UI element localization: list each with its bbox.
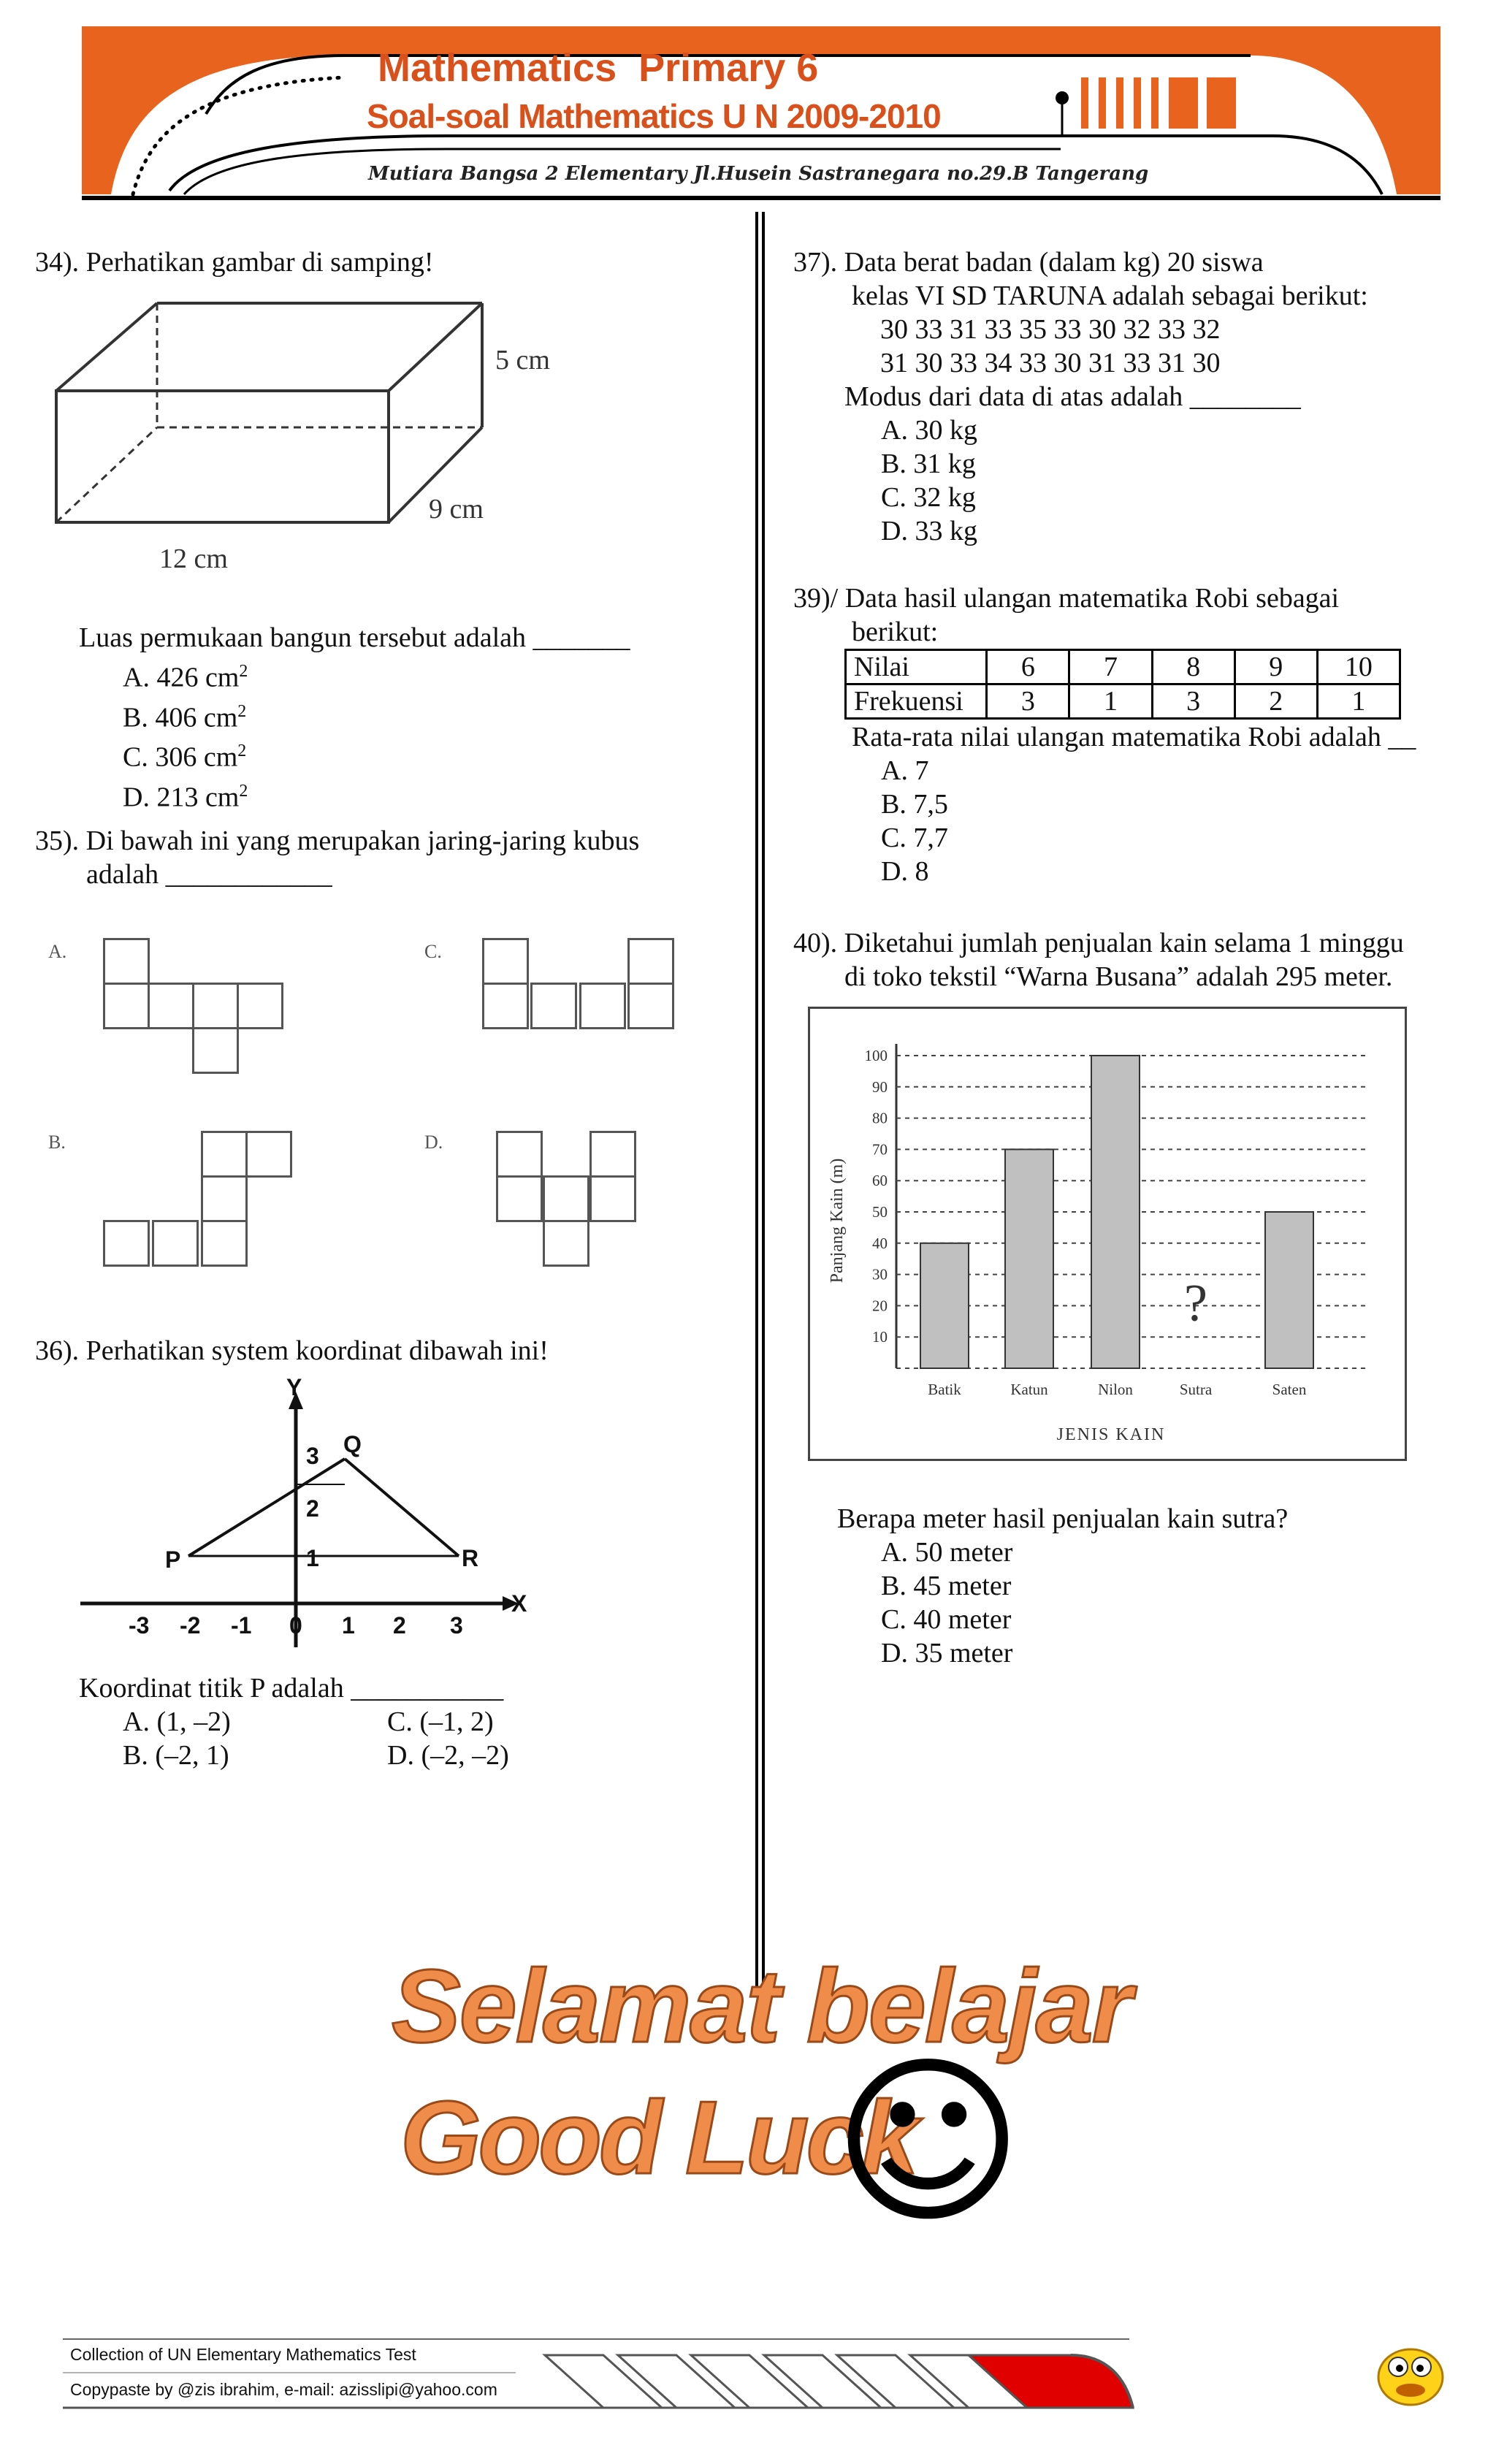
option-a[interactable]: A. 7 [881, 755, 929, 786]
option-d[interactable]: D. 35 meter [881, 1638, 1013, 1668]
x-tick: -3 [129, 1612, 150, 1639]
net-square [579, 983, 626, 1029]
x-tick: 2 [393, 1612, 406, 1639]
q37-prompt: Modus dari data di atas adalah ________ [844, 381, 1301, 412]
table-cell: 3 [987, 684, 1069, 719]
sutra-unknown-mark: ? [1184, 1273, 1207, 1332]
y-tick-label: 100 [864, 1047, 888, 1064]
q39-prompt: Rata-rata nilai ulangan matematika Robi adalah __ [852, 722, 1416, 752]
y-tick-label: 70 [872, 1140, 888, 1159]
option-d[interactable] [123, 774, 248, 815]
x-axis-label: JENIS KAIN [1056, 1425, 1166, 1444]
option-sup: 2 [239, 662, 248, 681]
axis-y-label: Y [286, 1374, 302, 1400]
q35-question: 35). Di bawah ini yang merupakan jaring-jaring kubus [35, 825, 640, 856]
q36-option-d[interactable]: D. (–2, –2) [387, 1740, 509, 1771]
table-cell: 3 [1152, 684, 1234, 719]
bar-katun [1005, 1149, 1053, 1368]
net-square [201, 1220, 248, 1267]
y-tick-label: 10 [872, 1328, 888, 1346]
q34-question: 34). Perhatikan gambar di samping! [35, 247, 434, 278]
option-b[interactable]: B. 7,5 [881, 789, 948, 820]
option-a[interactable]: A. 30 kg [881, 415, 977, 446]
q39-question: 39)/ Data hasil ulangan matematika Robi sebagai [793, 583, 1340, 614]
table-cell: 10 [1317, 650, 1400, 684]
option-d[interactable]: D. 33 kg [881, 516, 977, 546]
option-label: B. 406 cm [123, 702, 238, 733]
option-b[interactable]: B. 45 meter [881, 1571, 1012, 1601]
point-q-label: Q [343, 1431, 362, 1457]
net-square [103, 983, 150, 1029]
bar-batik [920, 1243, 969, 1368]
table-cell: 1 [1069, 684, 1152, 719]
option-a[interactable] [123, 655, 248, 695]
net-square [152, 1220, 199, 1267]
category-label: Batik [928, 1381, 961, 1398]
option-sup: 2 [237, 701, 247, 721]
net-square [148, 983, 194, 1029]
q40-chart-frame [808, 1007, 1407, 1461]
option-c[interactable]: C. 32 kg [881, 482, 976, 513]
q36-option-c[interactable]: C. (–1, 2) [387, 1706, 494, 1737]
axis-x-label: X [511, 1590, 527, 1617]
y-tick: 3 [306, 1443, 319, 1469]
emoticon-icon [1370, 2339, 1451, 2412]
option-d[interactable]: D. 8 [881, 856, 929, 887]
point-p-label: P [165, 1546, 181, 1573]
q40-question: 40). Diketahui jumlah penjualan kain selama 1 minggu [793, 928, 1404, 958]
net-square [589, 1175, 636, 1222]
x-tick: 1 [342, 1612, 355, 1639]
q39-options [881, 754, 948, 888]
category-label: Sutra [1179, 1381, 1213, 1398]
y-tick-label: 40 [872, 1234, 888, 1252]
y-tick-label: 50 [872, 1203, 888, 1221]
q34-dim-height: 5 cm [495, 345, 550, 375]
net-label: D. [424, 1132, 443, 1153]
net-square [192, 1027, 239, 1074]
q35-net-d[interactable] [420, 1129, 712, 1282]
q40-prompt: Berapa meter hasil penjualan kain sutra? [837, 1503, 1289, 1534]
option-b[interactable]: B. 31 kg [881, 449, 976, 479]
table-cell: 8 [1152, 650, 1234, 684]
header-title: Mathematics Primary 6 [378, 46, 819, 90]
category-label: Saten [1272, 1381, 1307, 1398]
q34-dim-length: 12 cm [159, 543, 228, 574]
option-c[interactable]: C. 7,7 [881, 823, 948, 853]
q35-net-b[interactable] [44, 1129, 336, 1282]
q39-question-2: berikut: [852, 617, 939, 647]
net-square [589, 1131, 636, 1178]
header-subtitle: Soal-soal Mathematics U N 2009-2010 [367, 97, 941, 135]
q35-question-2: adalah ____________ [86, 859, 332, 890]
x-tick: -2 [180, 1612, 201, 1639]
option-label: D. 213 cm [123, 782, 240, 813]
category-label: Katun [1010, 1381, 1048, 1398]
category-label: Nilon [1098, 1381, 1133, 1398]
y-tick-label: 20 [872, 1297, 888, 1315]
bar-nilon [1091, 1056, 1140, 1368]
net-square [496, 1175, 543, 1222]
coordinate-axes [80, 1384, 548, 1662]
net-square [627, 983, 674, 1029]
option-label: C. 306 cm [123, 741, 238, 773]
x-tick: 3 [450, 1612, 463, 1639]
q36-coordinate-figure [80, 1374, 548, 1662]
table-cell: 9 [1234, 650, 1317, 684]
q34-cuboid-figure [40, 289, 595, 588]
y-tick-label: 90 [872, 1077, 888, 1096]
table-cell: Frekuensi [846, 684, 987, 719]
page-header [82, 26, 1440, 202]
net-square [530, 983, 577, 1029]
x-tick: -1 [231, 1612, 252, 1639]
fabric-sales-bar-chart [810, 1009, 1405, 1459]
option-sup: 2 [237, 741, 247, 761]
y-tick: 1 [306, 1545, 319, 1571]
q35-net-a[interactable] [44, 935, 336, 1088]
y-tick: 2 [306, 1495, 319, 1522]
q37-question-2: kelas VI SD TARUNA adalah sebagai berikut: [852, 281, 1368, 311]
table-row [846, 684, 1400, 719]
y-tick-label: 60 [872, 1172, 888, 1190]
option-a[interactable]: A. 50 meter [881, 1537, 1013, 1568]
table-cell: 2 [1234, 684, 1317, 719]
column-divider-2 [762, 212, 765, 1994]
column-divider [755, 212, 758, 1994]
y-axis-label: Panjang Kain (m) [828, 1158, 847, 1284]
page-footer [63, 2335, 1451, 2422]
q37-question: 37). Data berat badan (dalam kg) 20 siswa [793, 247, 1264, 278]
bar-saten [1265, 1212, 1313, 1368]
q39-frequency-table [844, 649, 1401, 720]
closing-good-luck: Good Luck [400, 2080, 916, 2196]
net-square [245, 1131, 292, 1178]
table-cell: Nilai [846, 650, 987, 684]
option-sup: 2 [239, 781, 248, 801]
net-square [201, 1175, 248, 1222]
q34-dim-depth: 9 cm [429, 494, 484, 525]
net-square [192, 983, 239, 1029]
option-b[interactable] [123, 695, 248, 735]
q34-options [123, 655, 248, 815]
net-square [201, 1131, 248, 1178]
net-square [496, 1131, 543, 1178]
q37-data-row-2: 31 30 33 34 33 30 31 33 31 30 [880, 348, 1221, 378]
footer-line-2: Copypaste by @zis ibrahim, e-mail: azisslipi@yahoo.com [70, 2380, 497, 2399]
q36-option-b[interactable]: B. (–2, 1) [123, 1740, 229, 1771]
y-tick-label: 80 [872, 1109, 888, 1127]
point-r-label: R [462, 1545, 479, 1571]
q34-prompt: Luas permukaan bangun tersebut adalah _______ [79, 622, 630, 653]
option-c[interactable] [123, 734, 248, 774]
x-tick: 0 [289, 1612, 302, 1639]
y-tick-label: 30 [872, 1265, 888, 1284]
closing-greeting: Selamat belajar [392, 1948, 1131, 2064]
q37-options [881, 413, 977, 548]
net-label: B. [48, 1132, 66, 1153]
footer-line-1: Collection of UN Elementary Mathematics Test [70, 2345, 416, 2364]
table-row [846, 650, 1400, 684]
net-square [627, 938, 674, 985]
q36-prompt: Koordinat titik P adalah ___________ [79, 1673, 504, 1704]
net-label: A. [48, 941, 67, 962]
option-label: A. 426 cm [123, 662, 240, 693]
net-square [543, 1220, 589, 1267]
net-square [543, 1175, 589, 1222]
q37-data-row-1: 30 33 31 33 35 33 30 32 33 32 [880, 314, 1221, 345]
q35-net-c[interactable] [420, 935, 712, 1037]
option-c[interactable]: C. 40 meter [881, 1604, 1012, 1635]
q36-question: 36). Perhatikan system koordinat dibawah ini! [35, 1335, 549, 1366]
q36-option-a[interactable]: A. (1, –2) [123, 1706, 231, 1737]
net-square [482, 983, 529, 1029]
table-cell: 1 [1317, 684, 1400, 719]
table-cell: 6 [987, 650, 1069, 684]
net-square [103, 1220, 150, 1267]
q40-options [881, 1536, 1012, 1670]
net-label: C. [424, 941, 442, 962]
smiley-icon: ☺ [833, 2036, 1023, 2249]
net-square [103, 938, 150, 985]
q40-question-2: di toko tekstil “Warna Busana” adalah 295 meter. [844, 961, 1393, 992]
header-school: Mutiara Bangsa 2 Elementary Jl.Husein Sastranegara no.29.B Tangerang [368, 163, 1149, 185]
table-cell: 7 [1069, 650, 1152, 684]
net-square [482, 938, 529, 985]
net-square [237, 983, 283, 1029]
